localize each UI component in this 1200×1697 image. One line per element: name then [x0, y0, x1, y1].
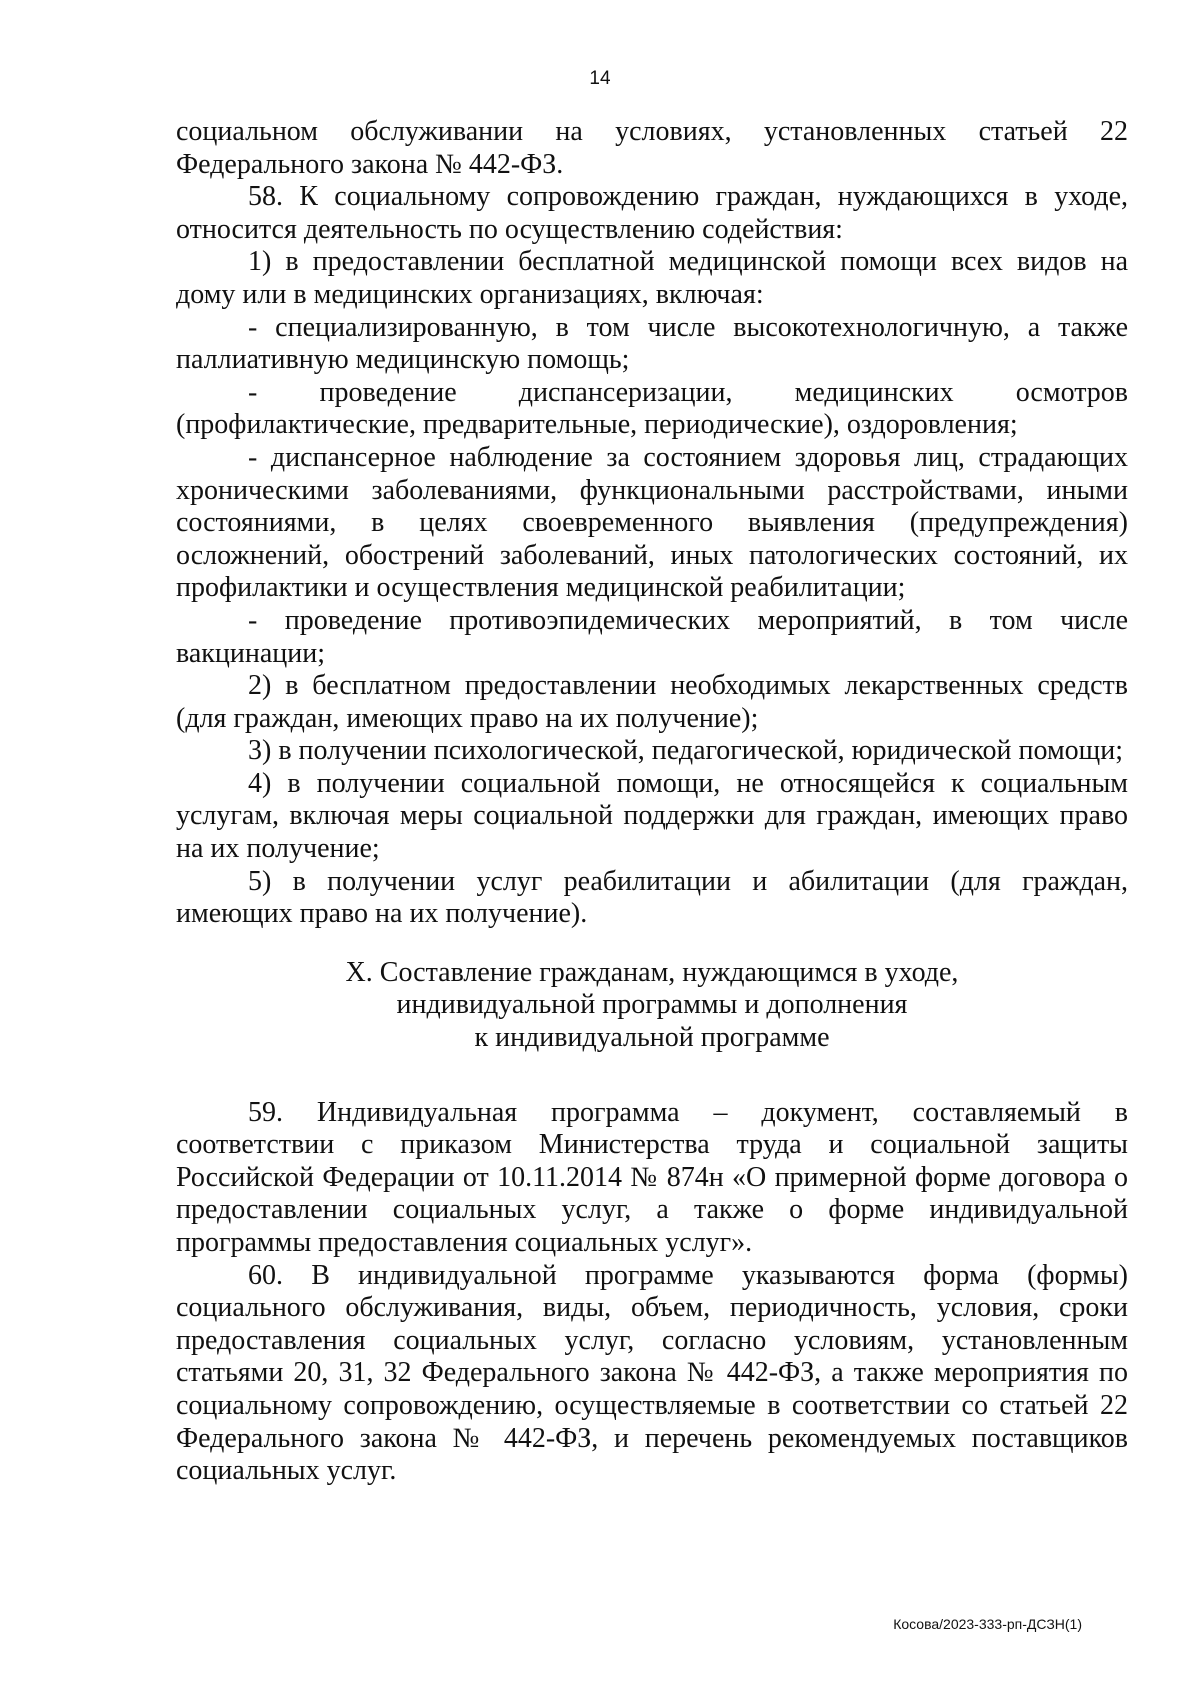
bottom-paragraphs: [176, 1097, 1128, 1488]
paragraph: - проведение диспансеризации, медицинских осмотров (профилактические, предварительные, периодические), оздоровления;: [176, 376, 1128, 441]
page-number: 14: [589, 68, 611, 89]
document-body: [176, 116, 1128, 1488]
paragraph: 3) в получении психологической, педагогической, юридической помощи;: [248, 735, 1123, 767]
section-heading-line-2: индивидуальной программы и дополнения: [396, 989, 908, 1021]
paragraph: 60. В индивидуальной программе указываются форма (формы) социального обслуживания, виды, объем, периодичность, условия, сроки предоставления социальных услуг, согласно условиям, установленным статьями 20, 31, 32 Федерального закона № 442-ФЗ, а также мероприятия по социальному сопровождению, осуществляемые в соответствии со статьей 22 Федерального закона № 442-ФЗ, и перечень рекомендуемых поставщиков социальных услуг.: [176, 1259, 1128, 1487]
section-heading-line-3: к индивидуальной программе: [474, 1022, 830, 1054]
paragraph: социальном обслуживании на условиях, установленных статьей 22 Федерального закона № 442-ФЗ.: [176, 116, 1128, 180]
paragraph: 2) в бесплатном предоставлении необходимых лекарственных средств (для граждан, имеющих право на их получение);: [176, 670, 1128, 734]
paragraph: - специализированную, в том числе высокотехнологичную, а также паллиативную медицинскую помощь;: [176, 311, 1128, 376]
paragraph: 58. К социальному сопровождению граждан, нуждающихся в уходе, относится деятельность по осуществлению содействия:: [176, 181, 1128, 245]
paragraph: 5) в получении услуг реабилитации и абилитации (для граждан, имеющих право на их получение).: [176, 865, 1128, 930]
section-heading: [176, 957, 1128, 1055]
footer-document-code: Косова/2023-333-рп-ДСЗН(1): [893, 1616, 1082, 1632]
section-heading-line-1: X. Составление гражданам, нуждающимся в уходе,: [345, 956, 959, 988]
paragraph: 59. Индивидуальная программа – документ, составляемый в соответствии с приказом Министерства труда и социальной защиты Российской Федерации от 10.11.2014 № 874н «О примерной форме договора о предоставлении социальных услуг, а также о форме индивидуальной программы предоставления социальных услуг».: [176, 1096, 1128, 1258]
paragraph: 1) в предоставлении бесплатной медицинской помощи всех видов на дому или в медицинских организациях, включая:: [176, 246, 1128, 310]
paragraph: - диспансерное наблюдение за состоянием здоровья лиц, страдающих хроническими заболеваниями, функциональными расстройствами, иными состояниями, в целях своевременного выявления (предупреждения) осложнений, обострений заболеваний, иных патологических состояний, их профилактики и осуществления медицинской реабилитации;: [176, 441, 1128, 604]
paragraph: 4) в получении социальной помощи, не относящейся к социальным услугам, включая меры социальной поддержки для граждан, имеющих право на их получение;: [176, 767, 1128, 865]
top-paragraphs: [176, 116, 1128, 931]
paragraph: - проведение противоэпидемических мероприятий, в том числе вакцинации;: [176, 604, 1128, 669]
